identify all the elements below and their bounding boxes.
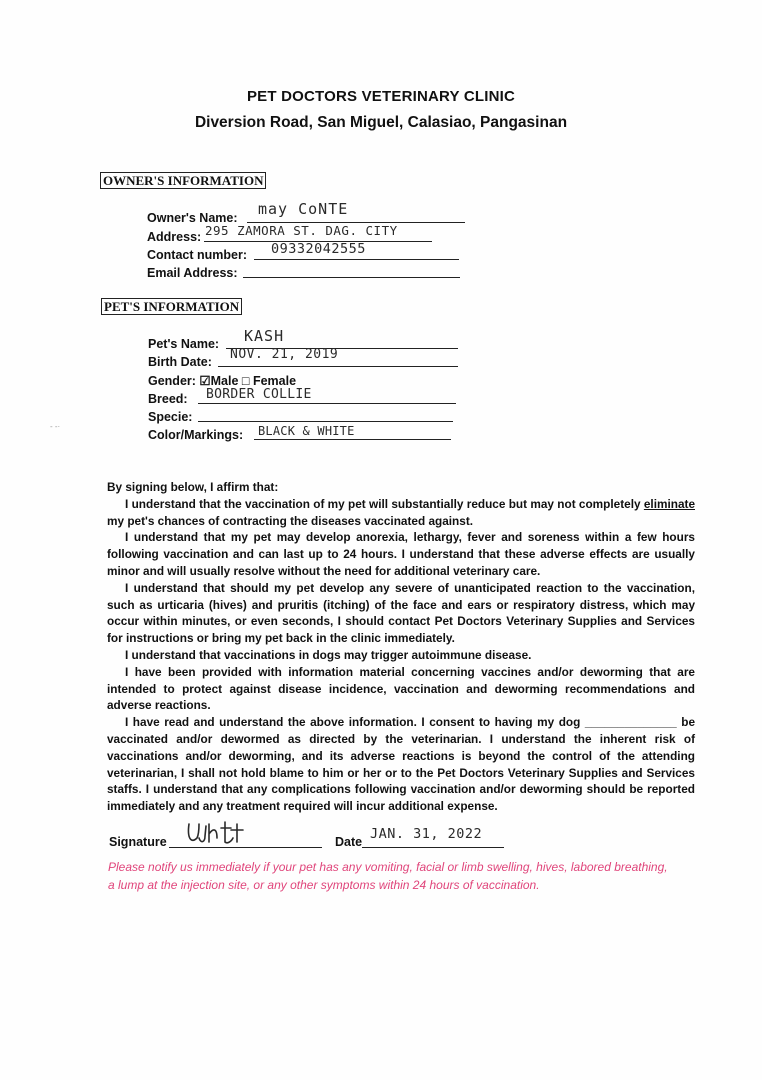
pet-section-title: PET'S INFORMATION xyxy=(101,298,242,315)
owner-address-label: Address: xyxy=(147,230,202,244)
owner-email-label: Email Address: xyxy=(147,266,238,280)
pet-name-value[interactable]: KASH xyxy=(244,327,285,345)
signature-label: Signature xyxy=(109,835,167,849)
pet-name-label: Pet's Name: xyxy=(148,337,220,351)
gender-label: Gender: xyxy=(148,374,196,388)
affirmation-p5: I have been provided with information material concerning vaccines and/or deworming that are intended to protect against disease incidence, vaccination and deworming recommendations and adverse reactions. xyxy=(107,664,695,713)
gender-female-label: Female xyxy=(252,374,297,388)
p1-text-b: my pet's chances of contracting the diseases vaccinated against. xyxy=(107,513,474,528)
owner-address-value[interactable]: 295 ZAMORA ST. DAG. CITY xyxy=(205,223,398,238)
owner-name-value[interactable]: may CoNTE xyxy=(258,200,349,218)
owner-contact-value[interactable]: 09332042555 xyxy=(271,241,366,257)
owner-contact-line xyxy=(254,259,459,260)
signature-image xyxy=(185,818,255,848)
breed-line xyxy=(198,403,456,404)
gender-female-checkbox[interactable]: □ xyxy=(241,374,250,388)
color-line xyxy=(254,439,451,440)
date-label: Date xyxy=(335,835,363,849)
gender-row xyxy=(148,373,296,388)
affirmation-p1 xyxy=(107,496,695,530)
owner-email-line[interactable] xyxy=(243,277,460,278)
post-vaccination-notice: Please notify us immediately if your pet has any vomiting, facial or limb swelling, hives, labored breathing, a lump at the injection site, or any other symptoms within 24 hours of vaccination. xyxy=(108,860,668,892)
clinic-address: Diversion Road, San Miguel, Calasiao, Pangasinan xyxy=(194,114,568,131)
birth-date-line xyxy=(218,366,458,367)
p1-text-a: I understand that the vaccination of my pet will substantially reduce but may not completely xyxy=(125,496,644,511)
scan-mark: - -· xyxy=(50,422,61,431)
gender-male-checkbox[interactable]: ☑ xyxy=(199,374,211,388)
birth-date-label: Birth Date: xyxy=(148,355,212,369)
owner-section-title: OWNER'S INFORMATION xyxy=(100,172,266,189)
color-label: Color/Markings: xyxy=(148,428,244,442)
breed-value[interactable]: BORDER COLLIE xyxy=(206,387,312,402)
affirmation-p2: I understand that my pet may develop anorexia, lethargy, fever and soreness within a few hours following vaccination and can last up to 24 hours. I understand that these adverse effects are usually minor and will usually resolve without the need for additional veterinary care. xyxy=(107,530,695,578)
affirmation-p6: I have read and understand the above information. I consent to having my dog ______________ be vaccinated and/or dewormed as directed by the veterinarian. I understand the inherent risk of vaccinations and/or deworming, and its adverse reactions is beyond the control of the attending veterinarian, I shall not hold blame to him or her or to the Pet Doctors Veterinary Supplies and Services staffs. I understand that any complications following vaccination and/or deworming should be reported immediately and any treatment required will incur additional expense. xyxy=(107,715,695,814)
affirmation-p3: I understand that should my pet develop any severe of unanticipated reaction to the vaccination, such as urticaria (hives) and pruritis (itching) of the face and ears or respiratory distress, which may occur within minutes, or even seconds, I should contact Pet Doctors Veterinary Supplies and Services for instructions or bring my pet back in the clinic immediately. xyxy=(107,580,695,646)
color-value[interactable]: BLACK & WHITE xyxy=(258,424,355,438)
affirmation-intro: By signing below, I affirm that: xyxy=(107,480,279,494)
affirmation-text xyxy=(107,479,695,815)
breed-label: Breed: xyxy=(148,392,188,406)
date-value[interactable]: JAN. 31, 2022 xyxy=(370,826,483,842)
gender-male-label: Male xyxy=(210,374,239,388)
p1-underlined: eliminate xyxy=(643,496,695,511)
clinic-name: PET DOCTORS VETERINARY CLINIC xyxy=(246,88,516,105)
date-line xyxy=(362,847,504,848)
owner-contact-label: Contact number: xyxy=(147,248,247,262)
specie-line[interactable] xyxy=(198,421,453,422)
birth-date-value[interactable]: NOV. 21, 2019 xyxy=(230,347,339,362)
affirmation-p4: I understand that vaccinations in dogs may trigger autoimmune disease. xyxy=(125,647,532,662)
specie-label: Specie: xyxy=(148,410,193,424)
owner-name-label: Owner's Name: xyxy=(147,211,238,225)
